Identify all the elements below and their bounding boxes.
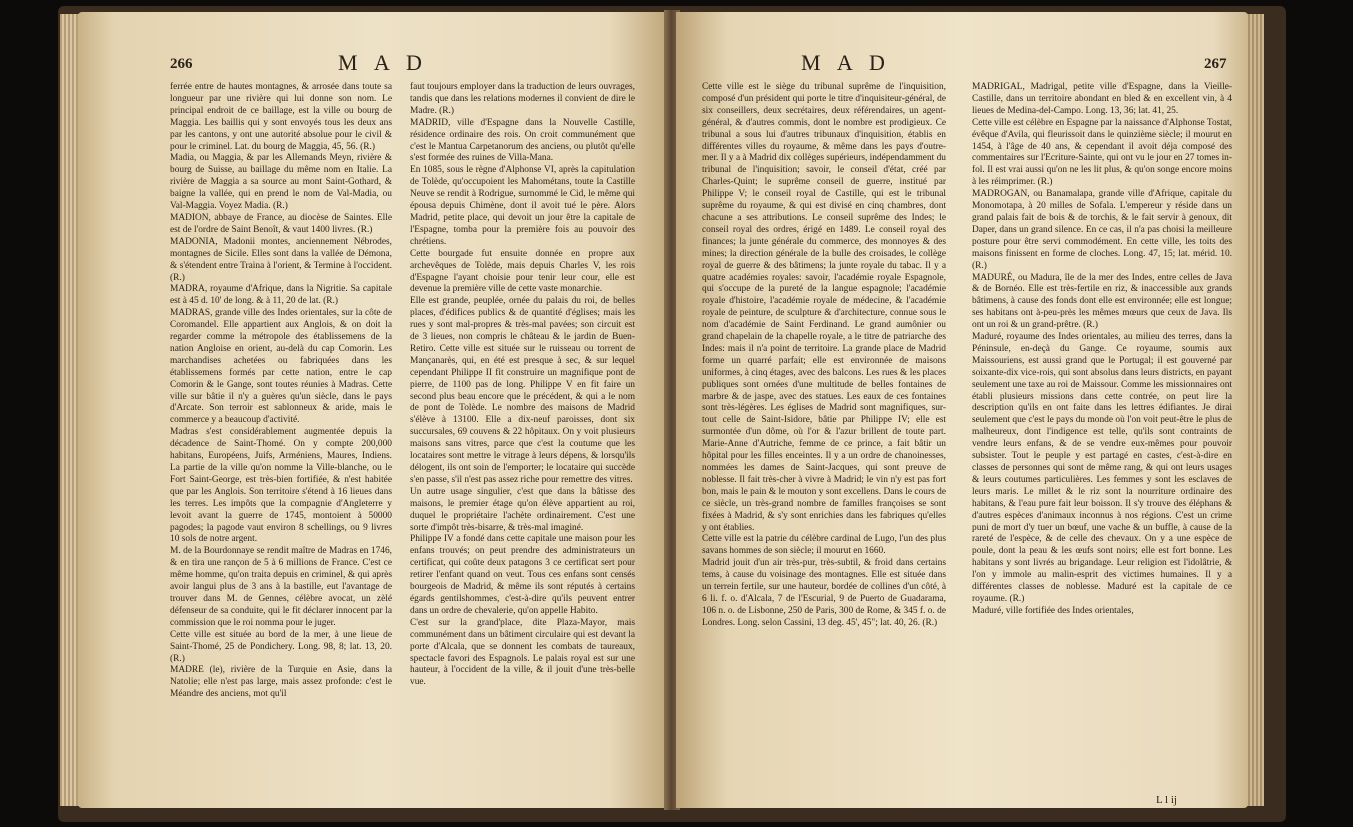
right-page-edges bbox=[1246, 14, 1264, 806]
entry-paragraph: Cette ville est située au bord de la mer, à une lieue de Saint-Thomé, 25 de Pondichery. Long. 98, 8; lat. 13, 20. (R.) bbox=[170, 629, 392, 664]
entry-paragraph: MADROGAN, ou Banamalapa, grande ville d'Afrique, capitale du Monomotapa, à 20 milles de Sofala. L'empereur y réside dans un grand palais fait de bois & de torchis, & le fait servir à genoux, dit Daper, dans un grand silence. En ce cas, il n'a pas choisi la meilleure posture pour être servi commodément. En cette ville, les toits des maisons finissent en forme de cloches. Long. 47, 15; lat. mérid. 10. (R.) bbox=[972, 189, 1232, 271]
right-column-1 bbox=[702, 82, 946, 802]
entry-paragraph: Madia, ou Maggia, & par les Allemands Meyn, rivière & bourg de Suisse, au baillage du même nom en Italie. La rivière de Maggia a sa source au mont Saint-Gothard, & baigne la vallée, qui en prend le nom de Val-Madia, ou Val-Maggia. Voyez Madia. (R.) bbox=[170, 153, 392, 212]
right-page bbox=[676, 12, 1248, 808]
signature-mark: L l ij bbox=[1156, 794, 1177, 806]
entry-paragraph: Philippe IV a fondé dans cette capitale une maison pour les enfans trouvés; on peut prendre des administrateurs un certificat, qui coûte deux patagons 3 ce certificat sert pour retirer l'enfant quand on veut. Tous ces enfans sont censés bourgeois de Madrid, & même ils sont réputés à certains égards gentilshommes, c'est-à-dire qu'ils peuvent entrer dans un ordre de chevalerie, qu'on appelle Habito. bbox=[410, 534, 635, 616]
entry-paragraph: Cette ville est le siège du tribunal suprême de l'inquisition, composé d'un président qui porte le titre d'inquisiteur-général, de six conseillers, deux secrétaires, deux référendaires, un agent-général, & d'autres commis, dont le nombre est prodigieux. Ce tribunal a sous lui d'autres tribunaux d'inquisition, établis en différentes villes du royaume, & même dans les pays d'outre-mer. Il y a à Madrid dix collèges supérieurs, indépendamment du tribunal de l'inquisition; savoir, le conseil d'état, créé par Charles-Quint; le suprême conseil de guerre, institué par Philippe V; le conseil royal de Castille, qui est le tribunal suprême du royaume, & qui est divisé en cinq chambres, dont chacune a ses attributions. Le conseil suprême des Indes; le conseil royal des ordres, érigé en 1489. Le conseil royal des finances; la junte générale du commerce, des monnoyes & des mines; la direction générale de la bulle des croisades, le collège royal de guerre & des bâtimens; la junte royale du tabac. Il y a quatre académies royales: savoir, l'académie royale Espagnole, qui s'occupe de la pureté de la langue espagnole; l'académie royale d'histoire, l'académie royale de médecine, & l'académie royale de peinture, de sculpture & d'architecture, connue sous le nom d'académie de Saint Ferdinand. Le grand aumônier ou grand chapelain de la chapelle royale, a le titre de patriarche des Indes: mais il n'a point de territoire. La grande place de Madrid forme un quarré parfait; elle est environnée de maisons uniformes, à cinq étages, avec des balcons. Les rues & les places publiques sont ornées d'une multitude de belles fontaines de marbre & de jaspe, avec des statues. Les eaux de ces fontaines sont très-légères. Les églises de Madrid sont magnifiques, sur-tout celle de Saint-Isidore, bâtie par Philippe IV; elle est surmontée d'un dôme, où l'or & l'azur brillent de toute part. Marie-Anne d'Autriche, femme de ce prince, a fait bâtir un hôpital pour les filles enceintes. Il y a un ordre de chanoinesses, nommées les dames de Saint-Jacques, qui sont preuve de noblesse. Il fait très-cher à vivre à Madrid; le vin n'y est pas fort bon, mais le pain & le mouton y sont excellens. Dans le cours de ce siècle, un très-grand nombre de familles françoises se sont fixées à Madrid, & s'y sont enrichies dans les fabriques qu'elles y ont établies. bbox=[702, 82, 946, 533]
left-column-2 bbox=[410, 82, 635, 802]
page-number: 267 bbox=[1204, 56, 1227, 72]
entry-paragraph: Un autre usage singulier, c'est que dans la bâtisse des maisons, le premier étage qu'on élève appartient au roi, duquel le propriétaire l'achète ordinairement. C'est une sorte d'impôt très-bisarre, & très-mal imaginé. bbox=[410, 486, 635, 533]
entry-paragraph: Cette ville est la patrie du célèbre cardinal de Lugo, l'un des plus savans hommes de son siècle; il mourut en 1660. bbox=[702, 534, 946, 557]
right-column-2 bbox=[972, 82, 1232, 794]
entry-paragraph: Cette bourgade fut ensuite donnée en propre aux archevêques de Tolède, mais depuis Charles V, les rois d'Espagne l'ayant choisie pour tenir leur cour, elle est devenue la première ville de cette vaste monarchie. bbox=[410, 248, 635, 295]
entry-paragraph: Madrid jouit d'un air très-pur, très-subtil, & froid dans certains tems, à cause du voisinage des montagnes. Elle est située dans un terrein fertile, sur une hauteur, bordée de collines d'un côté, à 6 li. f. o. d'Alcala, 7 de l'Escurial, 9 de Puerto de Guadarama, 106 n. o. de Lisbonne, 250 de Paris, 300 de Rome, & 345 f. o. de Londres. Long. selon Cassini, 13 deg. 45', 45"; lat. 40, 26. (R.) bbox=[702, 558, 946, 628]
entry-paragraph: Madras s'est considérablement augmentée depuis la décadence de Saint-Thomé. On y compte 200,000 habitans, Européens, Juifs, Arméniens, Maures, Indiens. La partie de la ville qu'on nomme la Ville-blanche, ou le Fort Saint-George, est très-bien fortifiée, & n'est habitée que par les Anglois. Son territoire s'étend à 16 lieues dans les terres. Les impôts que la compagnie d'Angleterre y levoit avant la guerre de 1745, montoient à 50000 pagodes; la pagode vaut environ 8 schellings, ou 9 livres 10 sols de notre argent. bbox=[170, 427, 392, 545]
entry-paragraph: MADRID, ville d'Espagne dans la Nouvelle Castille, résidence ordinaire des rois. On croit communément que c'est le Mantua Carpetanorum des anciens, ou plutôt qu'elle s'est formée des ruines de Villa-Mana. bbox=[410, 117, 635, 164]
entry-paragraph: MADRAS, grande ville des Indes orientales, sur la côte de Coromandel. Elle appartient aux Anglois, & on doit la regarder comme la métropole des établissemens de la nation Angloise en orient, au-delà du cap Comorin. Les marchandises achetées ou fabriquées dans les établissemens formés par cette nation, entre le cap Comorin & le Gange, sont toutes réunies à Madras. Cette ville sur bâtie il n'y a guères qu'un siècle, dans le pays d'Arcate. Son terroir est sablonneux & aride, mais le commerce y a beaucoup d'activité. bbox=[170, 308, 392, 426]
entry-paragraph: Maduré, ville fortifiée des Indes orientales, bbox=[972, 605, 1134, 616]
entry-paragraph: Cette ville est célèbre en Espagne par la naissance d'Alphonse Tostat, évêque d'Avila, qui fleurissoit dans le quinzième siècle; il mourut en 1454, à l'âge de 40 ans, & cependant il avoit déja composé des commentaires sur l'Ecriture-Sainte, qui ont vu le jour en 27 tomes in-fol. Il est vrai aussi qu'on ne les lit plus, & qu'on songe encore moins à les réimprimer. (R.) bbox=[972, 117, 1232, 188]
entry-paragraph: Elle est grande, peuplée, ornée du palais du roi, de belles places, d'édifices publics & de quantité d'églises; mais les rues y sont mal-propres & très-mal pavées; son circuit est de 3 lieues, non compris le château & le jardin de Buen-Retiro. Cette ville est située sur le ruisseau ou torrent de Mançanarès, qui, en été est presque à sec, & sur lequel cependant Philippe II fit construire un magnifique pont de pierre, de 1100 pas de long. Philippe V en fit faire un second plus beau encore que le précédent, & qui a le nom de pont de Tolède. Le nombre des maisons de Madrid s'élève à 13100. Elle a dix-neuf paroisses, dont six succursales, 69 couvens & 22 hôpitaux. On y voit plusieurs maisons sans vitres, parce que c'est la coutume que les locataires sont mettre le vitrage à leurs dépens, & lorsqu'ils délogent, ils ont soin de l'emporter; le locataire qui succède s'en passe, s'il n'est pas assez riche pour remettre des vitres. bbox=[410, 296, 635, 485]
running-head: M A D bbox=[801, 50, 891, 75]
entry-paragraph: ferrée entre de hautes montagnes, & arrosée dans toute sa longueur par une rivière qui lui donne son nom. Le principal endroit de ce baillage, est la ville ou bourg de Maggia. Les baillis qui y sont envoyés tous les deux ans par les cantons, y ont une autorité absolue pour le civil & pour le criminel. Lat. du bourg de Maggia, 45, 56. (R.) bbox=[170, 82, 392, 152]
entry-paragraph: En 1085, sous le règne d'Alphonse VI, après la capitulation de Tolède, qu'occupoient les Mahométans, toute la Castille Neuve se rendit à Rodrigue, surnommé le Cid, le même qui épousa depuis Chimène, dont il avoit tué le père. Alors Madrid, petite place, qui devoit un jour être la capitale de l'Espagne, tomba pour la première fois au pouvoir des chrétiens. bbox=[410, 165, 635, 247]
entry-paragraph: C'est sur la grand'place, dite Plaza-Mayor, mais communément dans un bâtiment circulaire qui est devant la porte d'Alcala, que se donnent les combats de taureaux, spectacle favori des Espagnols. Le palais royal est sur une hauteur, à l'occident de la ville, & il jouit d'une très-belle vue. bbox=[410, 617, 635, 688]
entry-paragraph: Maduré, royaume des Indes orientales, au milieu des terres, dans la Péninsule, en-deçà du Gange. Ce royaume, soumis aux Maissouriens, est aussi grand que le Portugal; il est gouverné par soixante-dix vice-rois, qui sont absolus dans leurs districts, en payant seulement une taxe au roi de Maissour. Comme les missionnaires ont établi plusieurs missions dans cette contrée, on peut lire la description qu'ils en ont faite dans les lettres édifiantes. Je dirai seulement que c'est le pays du monde où l'on voit peut-être le plus de malheureux, dont l'indigence est telle, qu'ils sont contraints de vendre leurs enfans, & de se vendre eux-mêmes pour pouvoir subsister. Tout le peuple y est partagé en castes, c'est-à-dire en classes de personnes qui sont de même rang, & qui ont leurs usages & leurs coutumes particulières. Les femmes y sont les esclaves de leurs maris. Le millet & le riz sont la nourriture ordinaire des habitans, & l'eau pure fait leur boisson. Il s'y trouve des éléphans & d'autres espèces d'animaux inconnus à nos régions. C'est un crime puni de mort d'y tuer un bœuf, une vache & un buffle, à cause de la rareté de l'espèce, & de celle des chevaux. On y a une espèce de poule, dont la peau & les œufs sont noirs; elle est fort bonne. Les habitans y sont livrés au brigandage. Leur religion est l'idolâtrie, & l'on y immole au malin-esprit des victimes humaines. Il y a différentes classes de noblesse. Maduré est la capitale de ce royaume. (R.) bbox=[972, 332, 1232, 604]
entry-paragraph: MADRE (le), rivière de la Turquie en Asie, dans la Natolie; elle n'est pas large, mais assez profonde: c'est le Méandre des anciens, mot qu'il bbox=[170, 665, 392, 700]
entry-paragraph: MADION, abbaye de France, au diocèse de Saintes. Elle est de l'ordre de Saint Benoît, & vaut 1400 livres. (R.) bbox=[170, 212, 392, 235]
entry-paragraph: M. de la Bourdonnaye se rendit maître de Madras en 1746, & en tira une rançon de 5 à 6 millions de France. C'est ce même homme, qu'on traita depuis en criminel, & qui après avoir langui plus de 3 ans à la bastille, eut l'avantage de trouver dans M. de Gennes, célèbre avocat, un zèlé défenseur de sa conduite, qui le fit déclarer innocent par la commission que le roi nomma pour le juger. bbox=[170, 546, 392, 628]
left-page bbox=[78, 12, 668, 808]
entry-paragraph: MADURÉ, ou Madura, île de la mer des Indes, entre celles de Java & de Bornéo. Elle est très-fertile en riz, & inaccessible aux grands bâtimens, à cause des fonds dont elle est environnée; elle est longue; ses habitans ont à-peu-près les mêmes mœurs que ceux de Java. Ils ont un roi & un grand-prêtre. (R.) bbox=[972, 272, 1232, 331]
entry-paragraph: MADRA, royaume d'Afrique, dans la Nigritie. Sa capitale est à 45 d. 10' de long. & à 11, 20 de lat. (R.) bbox=[170, 284, 392, 307]
page-number: 266 bbox=[170, 56, 193, 72]
entry-paragraph: MADRIGAL, Madrigal, petite ville d'Espagne, dans la Vieille-Castille, dans un territoire abondant en bled & en excellent vin, à 4 lieues de Medina-del-Campo. Long. 13, 36; lat. 41, 25. bbox=[972, 82, 1232, 116]
left-page-edges bbox=[60, 14, 80, 806]
entry-paragraph: faut toujours employer dans la traduction de leurs ouvrages, tandis que dans les relations modernes il convient de dire le Madre. (R.) bbox=[410, 82, 635, 116]
entry-paragraph: MADONIA, Madonii montes, anciennement Nébrodes, montagnes de Sicile. Elles sont dans la vallée de Démona, & s'étendent entre Traina à l'orient, & Termine à l'occident. (R.) bbox=[170, 236, 392, 283]
running-head: M A D bbox=[338, 50, 428, 75]
left-column-1 bbox=[170, 82, 392, 802]
